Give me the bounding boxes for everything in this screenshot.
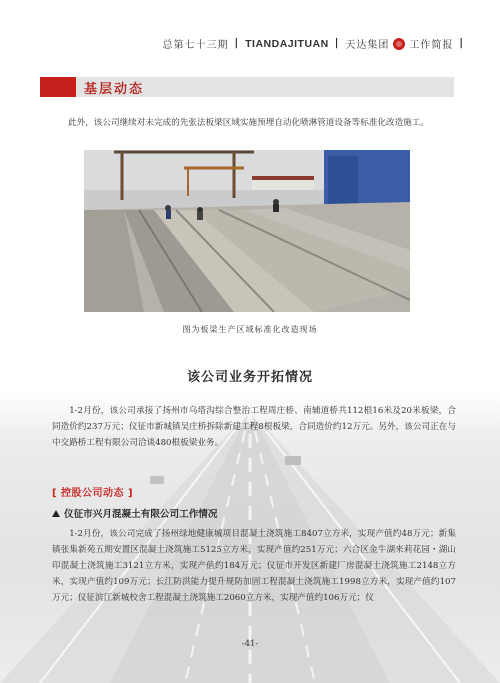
company-logo-icon [393,38,405,50]
section-title-bar [40,77,454,97]
business-paragraph: 1-2月份，该公司承接了扬州市乌塔沟综合整治工程周庄桥、南辅道桥共112根16米及20米板梁，合同造价约237万元；仪征市新城镇吴庄桥拆除新建工程8根板梁，合同造价约12万元。另外，该公司正在与中交路桥工程有限公司洽谈480根板梁业务。 [52,406,456,448]
company-name: 天达集团 [345,40,390,51]
company-subheading [52,506,218,520]
header-separator: | [459,38,464,49]
subsidiary-section-heading: [ 控股公司动态 ] [52,488,134,499]
page-header [162,36,466,51]
triangle-bullet-icon [52,510,60,517]
company-subheading-text: 仪征市兴月混凝土有限公司工作情况 [64,509,218,520]
header-separator: | [334,38,340,49]
page-number: -41- [241,639,259,649]
business-section-title: 该公司业务开拓情况 [186,370,313,385]
bulletin-title: 工作简报 [409,40,454,51]
photo-caption: 图为板梁生产区域标准化改造现场 [182,325,318,334]
construction-site-photo [84,150,410,312]
issue-number: 总第七十三期 [162,40,229,51]
brand-name: TIANDAJITUAN [245,37,329,50]
section-accent-block [40,77,76,97]
section-title: 基层动态 [84,81,145,97]
header-separator: | [234,38,240,49]
subsidiary-paragraph: 1-2月份，该公司完成了扬州绿地健康城项目混凝土浇筑施工8407立方米，实现产值约48万元；新集镇张集新苑五期安置区混凝土浇筑施工5125立方米，实现产值约251万元；六合区金牛湖来莉花园・湖山印混凝土浇筑施工3121立方米，实现产值约184万元；仪征市开发区新建厂房混凝土浇筑施工2148立方米，实现产值约109万元；长江防洪能力提升规防加固工程混凝土浇筑施工1998立方米，实现产值约107万元；仪征滨江新城校舍工程混凝土浇筑施工2060立方米，实现产值约106万元；仪 [52,529,456,603]
intro-paragraph: 此外，该公司继续对未完成的先张法板梁区域实施预埋自动化喷淋管道设备等标准化改造施工。 [68,118,429,128]
